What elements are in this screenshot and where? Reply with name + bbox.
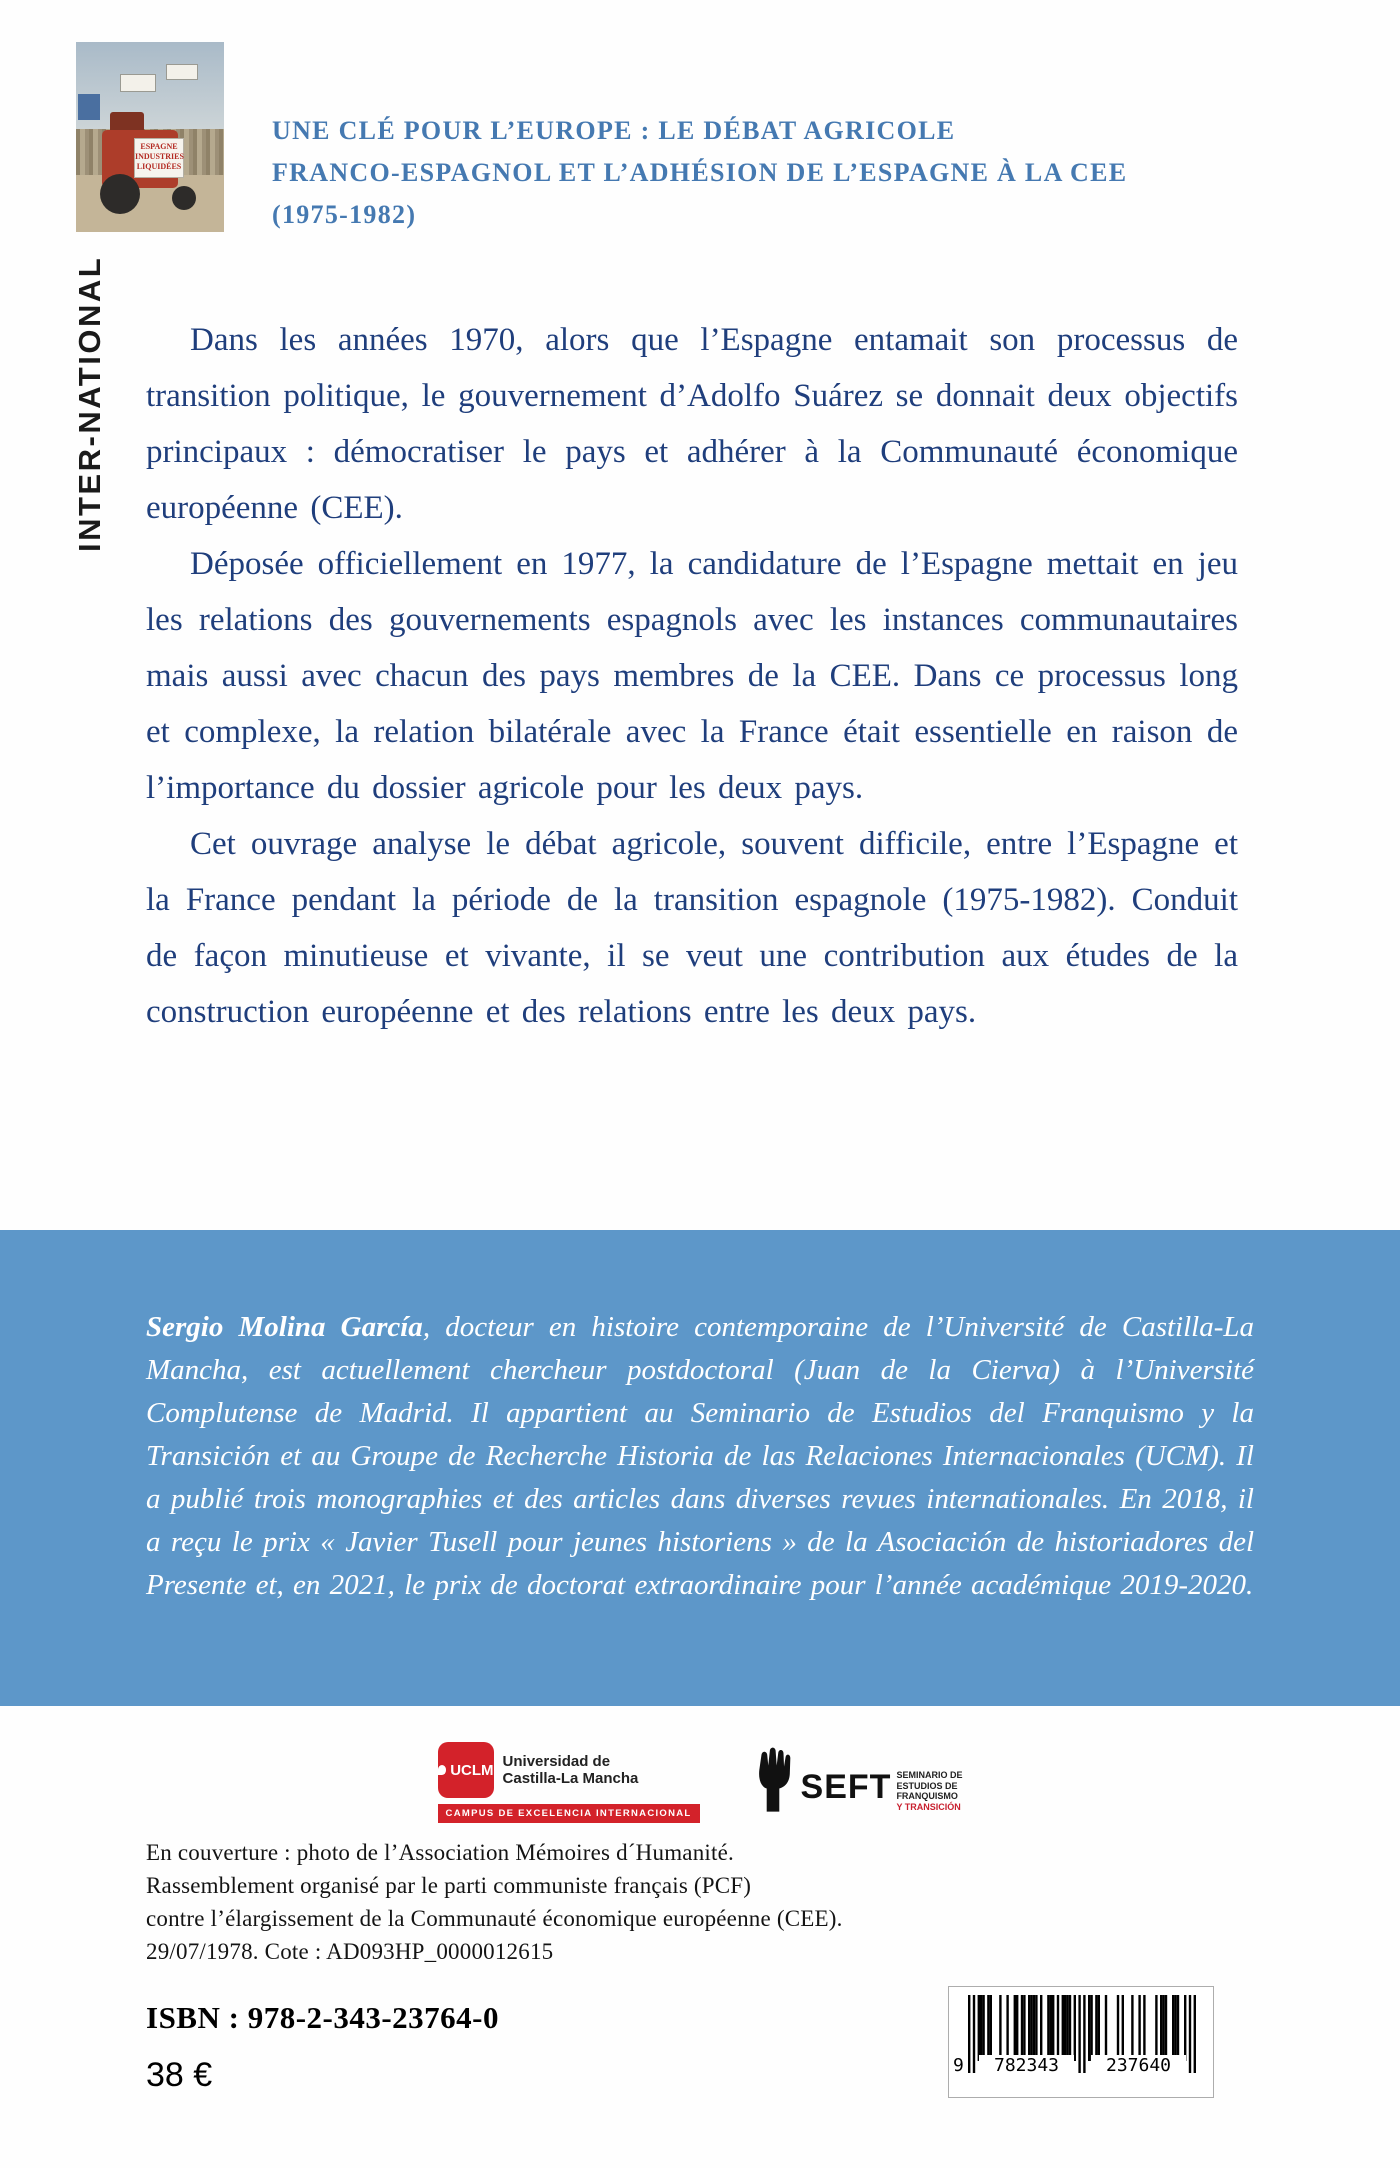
- uclm-name-line-2: Castilla-La Mancha: [502, 1770, 639, 1787]
- title-line-3: (1975-1982): [272, 200, 417, 229]
- author-bio-band: [0, 1230, 1400, 1706]
- seft-subtitle-line: ESTUDIOS DE: [896, 1780, 958, 1791]
- barcode-digit-left: 9: [953, 2055, 964, 2076]
- uclm-emblem-icon: [438, 1765, 447, 1775]
- price: 38 €: [146, 2056, 213, 2094]
- barcode-digits-group1: 782343: [979, 2055, 1074, 2076]
- author-name: Sergio Molina García: [146, 1311, 423, 1343]
- tractor-sign: [134, 138, 184, 178]
- author-bio-text: , docteur en histoire contemporaine de l’Université de Castilla-La Mancha, est actuellement chercheur postdoctoral (Juan de la Cierva) à l’Université Complutense de Madrid. Il appartient au Seminario de Estudios del Franquismo y la Transición et au Groupe de Recherche Historia de las Relaciones Internacionales (UCM). Il a publié trois monographies et des articles dans diverses revues internationales. En 2018, il a reçu le prix « Javier Tusell pour jeunes historiens » de la Asociación de historiadores del Presente et, en 2021, le prix de doctorat extraordinaire pour l’année académique 2019-2020.: [146, 1311, 1255, 1601]
- barcode: [948, 1986, 1214, 2098]
- collection-label-vertical: INTER-NATIONAL: [72, 255, 107, 552]
- synopsis-paragraph-2: Déposée officiellement en 1977, la candidature de l’Espagne mettait en jeu les relations des gouvernements espagnols avec les instances communautaires mais aussi avec chacun des pays membres de la CEE. Dans ce processus long et complexe, la relation bilatérale avec la France était essentielle en raison de l’importance du dossier agricole pour les deux pays.: [146, 546, 1238, 806]
- raised-fist-icon: [752, 1742, 794, 1812]
- seft-logo: [752, 1742, 963, 1812]
- seft-text: [801, 1742, 963, 1812]
- credit-line-1: En couverture : photo de l’Association Mémoires d´Humanité.: [146, 1840, 734, 1865]
- author-bio: [146, 1306, 1254, 1607]
- tractor-wheel: [100, 174, 140, 214]
- title-line-1: UNE CLÉ POUR L’EUROPE : LE DÉBAT AGRICOLE: [272, 116, 956, 145]
- uclm-logo: [438, 1742, 700, 1823]
- book-title: [272, 110, 1312, 236]
- seft-acronym: SEFT: [800, 1768, 892, 1806]
- tractor-sign-line: INDUSTRIES: [135, 152, 184, 161]
- seft-subtitle-line: FRANQUISMO: [896, 1791, 958, 1801]
- protest-placard: [166, 64, 198, 80]
- publisher-logos: [0, 1742, 1400, 1823]
- uclm-name: [503, 1753, 639, 1787]
- tractor-sign-line: ESPAGNE: [140, 142, 178, 151]
- uclm-acronym: UCLM: [450, 1761, 494, 1779]
- tractor-sign-line: LIQUIDÉES: [136, 162, 182, 171]
- protest-placard: [120, 74, 156, 92]
- seft-subtitle-line: Y TRANSICIÓN: [896, 1801, 961, 1812]
- uclm-acronym-box: [438, 1742, 494, 1798]
- cover-credits: [146, 1836, 843, 1968]
- credit-line-2: Rassemblement organisé par le parti communiste français (PCF): [146, 1873, 752, 1898]
- uclm-campus-banner: CAMPUS DE EXCELENCIA INTERNACIONAL: [438, 1804, 700, 1823]
- cover-photo-thumbnail: [76, 42, 224, 232]
- synopsis-paragraph-3: Cet ouvrage analyse le débat agricole, souvent difficile, entre l’Espagne et la France pendant la période de la transition espagnole (1975-1982). Conduit de façon minutieuse et vivante, il se veut une contribution aux études de la construction européenne et des relations entre les deux pays.: [146, 826, 1238, 1030]
- credit-line-4: 29/07/1978. Cote : AD093HP_0000012615: [146, 1939, 554, 1964]
- synopsis-paragraph-1: Dans les années 1970, alors que l’Espagne entamait son processus de transition politique, le gouvernement d’Adolfo Suárez se donnait deux objectifs principaux : démocratiser le pays et adhérer à la Communauté économique européenne (CEE).: [146, 322, 1238, 526]
- title-line-2: FRANCO-ESPAGNOL ET L’ADHÉSION DE L’ESPAGNE À LA CEE: [272, 158, 1128, 187]
- seft-subtitle-line: SEMINARIO DE: [896, 1770, 963, 1780]
- uclm-name-line-1: Universidad de: [502, 1753, 611, 1770]
- barcode-digits-group2: 237640: [1091, 2055, 1186, 2076]
- seft-subtitle: [896, 1770, 962, 1812]
- tractor-wheel: [172, 186, 196, 210]
- protest-banner-blue: [78, 94, 100, 120]
- uclm-logo-top: [438, 1742, 700, 1798]
- credit-line-3: contre l’élargissement de la Communauté économique européenne (CEE).: [146, 1906, 843, 1931]
- synopsis: [146, 312, 1238, 1040]
- isbn: ISBN : 978-2-343-23764-0: [146, 2000, 499, 2035]
